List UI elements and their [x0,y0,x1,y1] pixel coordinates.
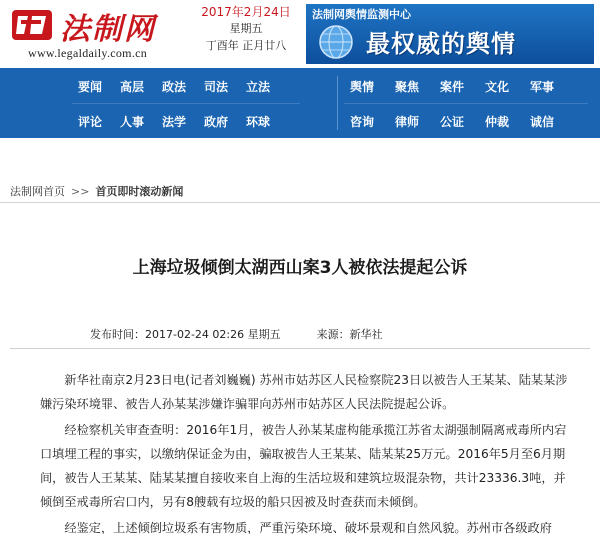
breadcrumb-home-link[interactable]: 法制网首页 [10,185,65,198]
article-paragraph: 新华社南京2月23日电(记者刘巍巍) 苏州市姑苏区人民检察院23日以被告人王某某、陆某某涉嫌污染环境罪、被告人孙某某涉嫌诈骗罪向苏州市姑苏区人民法院提起公诉。 [40,373,568,411]
logo-mark-icon [10,6,54,44]
banner-subtitle: 法制网舆情监测中心 [312,8,411,21]
article-source: 新华社 [349,328,383,341]
nav-item-wenhua[interactable]: 文化 [484,80,509,94]
nav-item-gongzheng[interactable]: 公证 [439,115,464,129]
nav-row-4 [344,103,560,138]
nav-item-chengxin[interactable]: 诚信 [529,115,554,129]
breadcrumb [10,183,183,199]
nav-item-pinglun[interactable]: 评论 [77,115,102,129]
nav-item-zixun[interactable]: 咨询 [349,115,374,129]
nav-item-faxue[interactable]: 法学 [161,115,186,129]
article-paragraph: 经鉴定，上述倾倒垃圾系有害物质，严重污染环境、破坏景观和自然风貌。苏州市各级政府 [64,521,552,534]
nav-item-lvshi[interactable]: 律师 [394,115,419,129]
site-header [0,0,600,68]
nav-item-zhongcai[interactable]: 仲裁 [484,115,509,129]
nav-divider-2 [344,103,588,104]
banner-headline: 最权威的舆情 [366,30,516,58]
current-date: 2017年2月24日 [201,5,291,19]
article-paragraph: 经检察机关审查查明：2016年1月，被告人孙某某虚构能承揽江苏省太湖强制隔离戒毒所内宕口填埋工程的事实，以缴纳保证金为由，骗取被告人王某某、陆某某25万元。2016年5月至6月期间，被告人王某某、陆某某擅自接收来自上海的生活垃圾和建筑垃圾混杂物，共计23336.3吨，并倾倒至戒毒所宕口内，另有8艘载有垃圾的船只因被及时查获而未倾倒。 [40,423,567,509]
nav-row-3 [344,68,560,103]
article-body [40,368,570,534]
current-weekday: 星期五 [229,22,263,35]
main-navigation [0,68,600,138]
breadcrumb-divider [0,202,600,203]
breadcrumb-current-link[interactable]: 首页即时滚动新闻 [95,185,184,198]
sentiment-center-banner[interactable] [306,4,594,64]
nav-item-anjian[interactable]: 案件 [439,80,464,94]
meta-divider [10,348,590,349]
date-box [196,4,296,54]
nav-row-1 [72,68,276,103]
logo-text: 法制网 [60,12,156,47]
nav-item-junshi[interactable]: 军事 [529,80,554,94]
nav-item-sifa[interactable]: 司法 [203,80,228,94]
source-label: 来源： [316,328,350,341]
article-title: 上海垃圾倾倒太湖西山案3人被依法提起公诉 [132,258,468,278]
nav-item-lifa[interactable]: 立法 [245,80,270,94]
nav-item-zhengfu[interactable]: 政府 [203,115,228,129]
publish-time-label: 发布时间： [90,328,145,341]
nav-item-renshi[interactable]: 人事 [119,115,144,129]
article-meta [90,326,383,342]
nav-item-zhengfa[interactable]: 政法 [161,80,186,94]
nav-item-jujiao[interactable]: 聚焦 [394,80,419,94]
site-logo[interactable] [6,4,176,64]
nav-item-yaowen[interactable]: 要闻 [77,80,102,94]
breadcrumb-separator: >> [71,185,90,198]
globe-icon [314,22,360,62]
lunar-date: 丁酉年 正月廿八 [205,39,287,52]
nav-item-huanqiu[interactable]: 环球 [245,115,270,129]
logo-url: www.legaldaily.com.cn [28,46,148,60]
nav-item-yuqing[interactable]: 舆情 [349,80,374,94]
nav-row-2 [72,103,276,138]
nav-item-gaoceng[interactable]: 高层 [119,80,144,94]
publish-time: 2017-02-24 02:26 星期五 [145,328,281,341]
nav-separator [337,76,338,130]
nav-divider-1 [72,103,300,104]
